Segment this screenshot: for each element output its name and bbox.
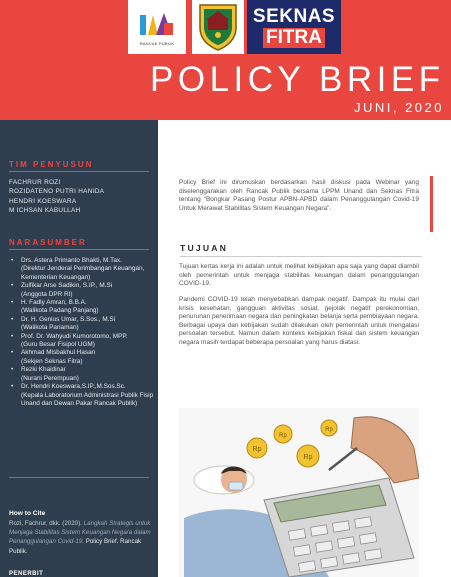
publication-date: JUNI, 2020 — [353, 100, 444, 115]
narasumber-item — [9, 333, 155, 350]
coin-label: Rp — [303, 454, 313, 461]
coin-icon — [321, 420, 337, 436]
tujuan-paragraph: Tujuan kertas kerja ini adalah untuk melihat kebijakan apa saja yang dapat diambil oleh pemerintah untuk menjaga stabilitas keuangan dalam penanggulangan COVID-19. — [179, 263, 419, 288]
narasumber-item — [9, 366, 155, 383]
team-member: M ICHSAN KABULLAH — [9, 207, 81, 215]
narasumber-item — [9, 299, 155, 316]
narasumber-item — [9, 316, 155, 333]
rancak-publik-mark-icon — [137, 9, 177, 39]
narasumber-item — [9, 282, 155, 299]
page-title: POLICY BRIEF — [150, 60, 445, 99]
team-member: HENDRI KOESWARA — [9, 197, 77, 205]
rancak-publik-caption: RANCAK PUBLIK — [139, 40, 175, 46]
cite-title: Langkah Strategis untuk Menjaga Stabilitas Sistem Keuangan Negara dalam Penanggulangan Covid-19. — [9, 520, 151, 546]
pandemi-paragraph: Pandemi COVID-19 telah menyebabkan dampak negatif. Dampak itu mulai dari krisis kesehatan, gangguan aktivitas sosial, gejolak negatif perekonomian, penurunan penerimaan negara dan peningkatan belanja serta pembiayaan negara. Berbagai upaya dan kebijakan sudah dilakukan oleh pemerintah untuk mengatasi persoalan tersebut. Namun dalam konteks kebijakan fiskal dan sistem keuangan negara masih terdapat beberapa persoalan yang harus diatasi. — [179, 296, 419, 346]
mask-icon — [229, 482, 243, 490]
cite-suffix: Policy Brief. Rancak Publik. — [9, 538, 142, 555]
narasumber-role: (Walikota Padang Panjang) — [21, 307, 99, 315]
narasumber-heading-rule — [9, 249, 149, 250]
narasumber-role: (Sekjen Seknas Fitra) — [21, 357, 83, 365]
sidebar — [0, 120, 158, 577]
cite-prefix: Rozi, Fachrur, dkk. (2020). — [9, 520, 82, 527]
narasumber-role: (Guru Besar Fisipol UGM) — [21, 341, 95, 349]
intro-paragraph: Policy Brief ini dirumuskan berdasarkan hasil diskusi pada Webinar yang diselenggarakan oleh Rancak Publik bersama LPPM Unand dan Seknas Fitra tentang "Bongkar Pasang Postur APBN-APBD dalam Penanggulangan Covid-19 Untuk Merawat Stabilitas Sistem Keuangan Negara". — [179, 179, 419, 212]
fitra-text: FITRA — [263, 28, 325, 48]
team-member: ROZIDATENO PUTRI HANIDA — [9, 188, 105, 196]
citation-text — [9, 519, 155, 556]
coin-label: Rp — [252, 446, 262, 453]
narasumber-role: (Anggota DPR RI) — [21, 290, 73, 298]
tujuan-heading: TUJUAN — [180, 243, 229, 253]
narasumber-name: Zulfikar Arse Sadikin, S.IP., M.Si — [21, 282, 113, 290]
narasumber-heading: NARASUMBER — [9, 238, 87, 247]
narasumber-name: Akhmad Misbakhul Hasan — [21, 349, 96, 357]
penerbit-label: PENERBIT — [9, 571, 44, 577]
narasumber-role: (Walikota Pariaman) — [21, 324, 79, 332]
narasumber-name: Prof. Dr. Wahyudi Kumorotomo, MPP. — [21, 332, 128, 340]
cite-label: How to Cite — [9, 510, 46, 517]
tujuan-rule — [180, 256, 422, 257]
team-heading-rule — [9, 171, 149, 172]
coin-label: Rp — [279, 433, 287, 439]
cite-divider — [9, 477, 149, 478]
sumbar-emblem — [192, 0, 244, 54]
seknas-fitra-logo — [247, 0, 341, 54]
team-list — [9, 178, 104, 216]
narasumber-item — [9, 383, 155, 408]
header-banner — [0, 0, 451, 120]
narasumber-item — [9, 257, 155, 282]
narasumber-item — [9, 349, 155, 366]
team-member: FACHRUR ROZI — [9, 179, 61, 186]
narasumber-name: Dr. H. Genius Umar, S.Sos., M.Si — [21, 315, 116, 323]
coin-label: Rp — [325, 427, 333, 433]
narasumber-role: (Kepala Laboratorium Administrasi Publik Fisip Unand dan Dewan Pakar Rancak Publik) — [21, 391, 154, 407]
rancak-publik-logo — [128, 0, 186, 54]
narasumber-name: Rezki Khaidinar — [21, 366, 66, 374]
narasumber-name: H. Fadly Amran, B.B.A. — [21, 299, 87, 307]
narasumber-name: Dr. Hendri Koeswara,S.IP.,M.Sos.Sc. — [21, 383, 126, 391]
narasumber-role: (Direktur Jenderal Perimbangan Keuangan, Kementerian Keuangan) — [21, 265, 145, 281]
team-heading: TIM PENYUSUN — [9, 160, 94, 169]
seknas-text: SEKNAS — [252, 5, 336, 27]
narasumber-role: (Nurani Perempuan) — [21, 374, 79, 382]
covid-economy-illustration — [179, 408, 419, 577]
coin-icon — [247, 438, 267, 458]
coin-icon — [274, 425, 292, 443]
coin-icon — [297, 445, 319, 467]
shield-emblem-icon — [196, 2, 240, 52]
narasumber-name: Drs. Astera Primanto Bhakti, M.Tax. — [21, 257, 122, 264]
narasumber-list — [9, 257, 155, 408]
accent-bar — [430, 176, 433, 232]
